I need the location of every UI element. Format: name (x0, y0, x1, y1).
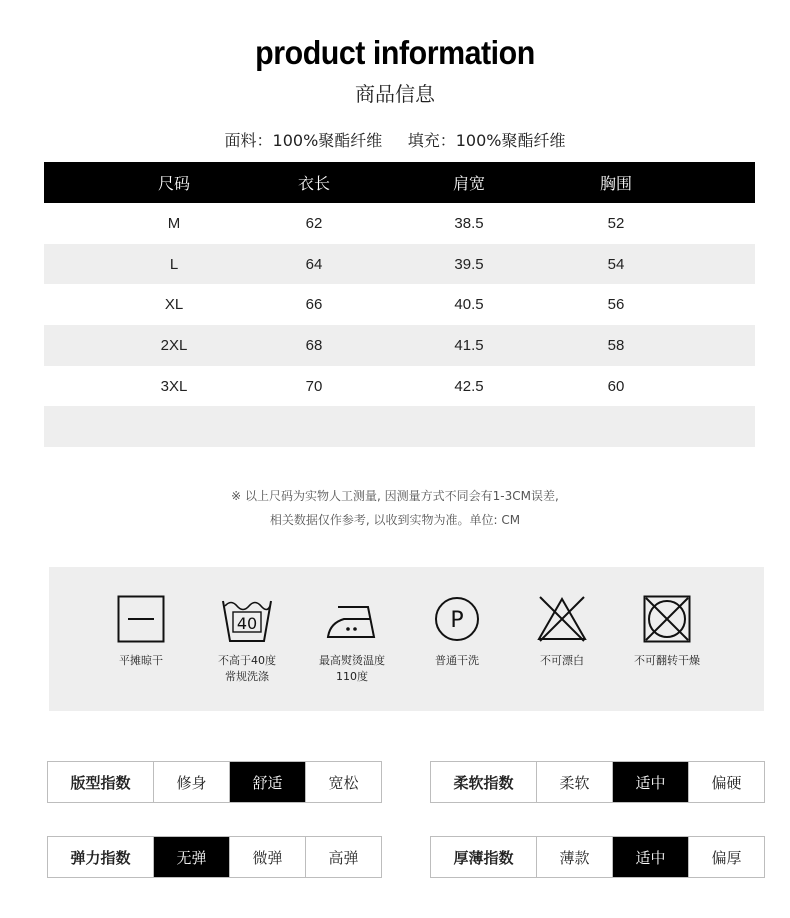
index-option: 无弹 (153, 837, 229, 877)
cell-chest: 54 (607, 255, 625, 273)
care-item-flat-dry (86, 595, 196, 669)
table-row (44, 244, 755, 285)
table-row (44, 203, 755, 244)
measurement-note-line2: 相关数据仅作参考, 以收到实物为准。单位: CM (269, 513, 521, 527)
material-info: 面料：100%聚酯纤维 填充：100%聚酯纤维 (224, 131, 566, 150)
size-table-header (44, 162, 755, 203)
index-option: 宽松 (305, 762, 381, 802)
cell-length: 70 (305, 377, 323, 395)
index-option: 偏厚 (688, 837, 764, 877)
cell-length: 66 (305, 296, 323, 314)
care-item-wash-40 (192, 595, 302, 685)
no-bleach-icon (536, 595, 588, 643)
cell-chest: 52 (607, 214, 625, 232)
index-option: 适中 (612, 762, 688, 802)
wash-temperature-text: 40 (236, 614, 258, 633)
measurement-note-line1: ※ 以上尺码为实物人工测量, 因测量方式不同会有1-3CM误差, (231, 489, 559, 503)
cell-chest: 60 (607, 377, 625, 395)
care-label: 不可翻转干燥 (634, 654, 700, 667)
index-option: 适中 (612, 837, 688, 877)
index-name: 柔软指数 (453, 773, 514, 792)
no-tumble-dry-icon (643, 595, 691, 643)
header-shoulder: 肩宽 (452, 174, 485, 193)
cell-shoulder: 40.5 (454, 296, 484, 314)
cell-size: 2XL (160, 336, 188, 354)
cell-length: 62 (305, 214, 323, 232)
care-label: 平摊晾干 (119, 654, 163, 667)
cell-size: L (169, 255, 179, 273)
cell-chest: 58 (607, 336, 625, 354)
index-thickness (430, 836, 765, 878)
cell-shoulder: 41.5 (454, 336, 484, 354)
cell-size: 3XL (160, 377, 188, 395)
size-table (44, 162, 755, 447)
care-label: 普通干洗 (435, 654, 479, 667)
dry-clean-icon (433, 595, 481, 643)
care-label: 最高熨烫温度 110度 (319, 654, 385, 683)
table-row (44, 284, 755, 325)
index-option: 薄款 (536, 837, 612, 877)
header-length: 衣长 (297, 174, 330, 193)
index-name: 版型指数 (70, 773, 131, 792)
index-softness (430, 761, 765, 803)
cell-size: XL (164, 296, 184, 314)
index-option: 高弹 (305, 837, 381, 877)
index-option: 舒适 (229, 762, 305, 802)
index-option: 偏硬 (688, 762, 764, 802)
index-option: 修身 (153, 762, 229, 802)
care-instructions-panel (49, 567, 764, 711)
header-chest: 胸围 (599, 174, 632, 193)
table-row-empty (44, 406, 755, 447)
care-item-dry-clean (402, 595, 512, 669)
index-fit (47, 761, 382, 803)
table-row (44, 325, 755, 366)
cell-shoulder: 42.5 (454, 377, 484, 395)
cell-length: 64 (305, 255, 323, 273)
index-option: 微弹 (229, 837, 305, 877)
dry-clean-letter: P (450, 608, 464, 633)
index-option: 柔软 (536, 762, 612, 802)
care-item-no-bleach (507, 595, 617, 669)
index-name: 厚薄指数 (453, 848, 514, 867)
title-english: product information (255, 34, 535, 71)
cell-size: M (167, 214, 181, 232)
header-size: 尺码 (157, 174, 190, 193)
index-name: 弹力指数 (70, 848, 131, 867)
flat-dry-icon (117, 595, 165, 643)
care-item-iron (297, 595, 407, 685)
table-row (44, 366, 755, 407)
cell-shoulder: 39.5 (454, 255, 484, 273)
cell-length: 68 (305, 336, 323, 354)
care-label: 不可漂白 (540, 654, 584, 667)
wash-40-icon (220, 595, 274, 643)
care-label: 不高于40度 常规洗涤 (218, 654, 276, 683)
cell-shoulder: 38.5 (454, 214, 484, 232)
iron-icon (324, 595, 380, 643)
cell-chest: 56 (607, 296, 625, 314)
index-elasticity (47, 836, 382, 878)
title-chinese: 商品信息 (355, 82, 435, 106)
care-item-no-tumble-dry (612, 595, 722, 669)
